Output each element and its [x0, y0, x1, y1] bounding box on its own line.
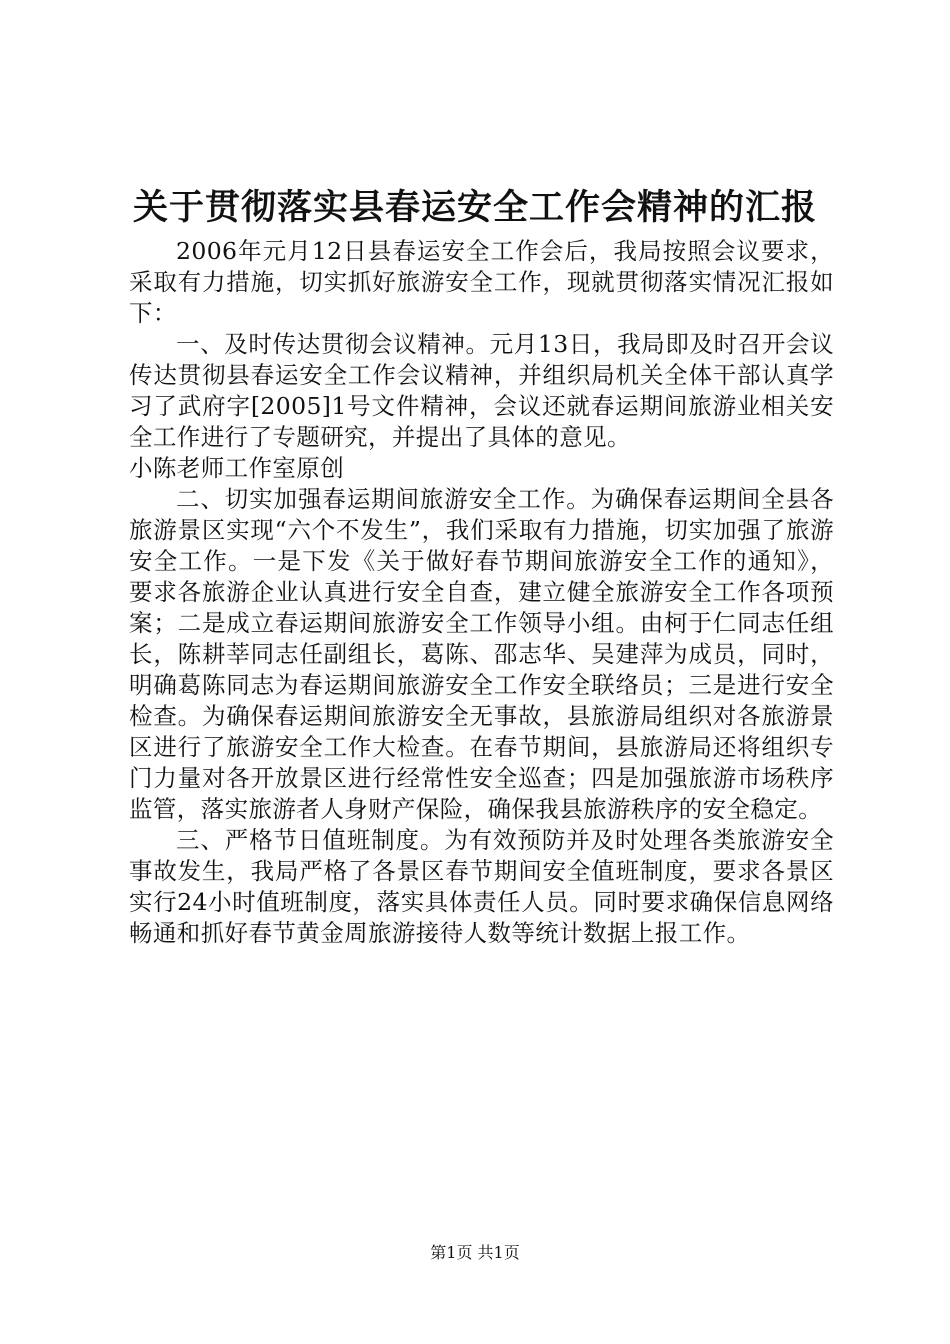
- document-body: [129, 236, 834, 949]
- page-number-footer: 第1页 共1页: [430, 1243, 520, 1262]
- section-3-paragraph: 三、严格节日值班制度。为有效预防并及时处理各类旅游安全事故发生，我局严格了各景区春节期间安全值班制度，要求各景区实行24小时值班制度，落实具体责任人员。同时要求确保信息网络畅通和抓好春节黄金周旅游接待人数等统计数据上报工作。: [129, 826, 834, 947]
- intro-paragraph: 2006年元月12日县春运安全工作会后，我局按照会议要求，采取有力措施，切实抓好旅游安全工作，现就贯彻落实情况汇报如下：: [129, 237, 834, 327]
- section-2-paragraph: 二、切实加强春运期间旅游安全工作。为确保春运期间全县各旅游景区实现“六个不发生”，我们采取有力措施，切实加强了旅游安全工作。一是下发《关于做好春节期间旅游安全工作的通知》，要求各旅游企业认真进行安全自查，建立健全旅游安全工作各项预案；二是成立春运期间旅游安全工作领导小组。由柯于仁同志任组长，陈耕莘同志任副组长，葛陈、邵志华、吴建萍为成员，同时，明确葛陈同志为春运期间旅游安全工作安全联络员；三是进行安全检查。为确保春运期间旅游安全无事故，县旅游局组织对各旅游景区进行了旅游安全工作大检查。在春节期间，县旅游局还将组织专门力量对各开放景区进行经常性安全巡查；四是加强旅游市场秩序监管，落实旅游者人身财产保险，确保我县旅游秩序的安全稳定。: [129, 485, 834, 823]
- document-title: 关于贯彻落实县春运安全工作会精神的汇报: [132, 187, 817, 228]
- section-1-paragraph: 一、及时传达贯彻会议精神。元月13日，我局即及时召开会议传达贯彻县春运安全工作会议精神，并组织局机关全体干部认真学习了武府字[2005]1号文件精神，会议还就春运期间旅游业相关安全工作进行了专题研究，并提出了具体的意见。: [129, 330, 834, 451]
- author-note: 小陈老师工作室原创: [129, 454, 345, 482]
